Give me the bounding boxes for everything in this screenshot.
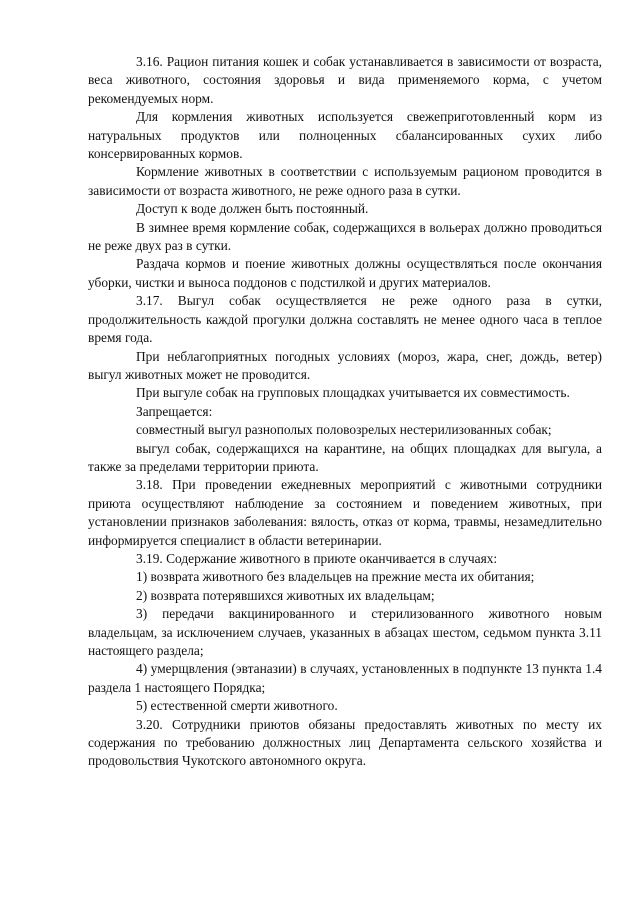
paragraph-3-16: 3.16. Рацион питания кошек и собак устанавливается в зависимости от возраста, веса животного, состояния здоровья и вида применяемого корма, с учетом рекомендуемых норм. — [88, 54, 602, 106]
paragraph-prohibited-item-1: совместный выгул разнополых половозрелых нестерилизованных собак; — [136, 422, 552, 438]
paragraph-feeding-frequency: Кормление животных в соответствии с используемым рационом проводится в зависимости от возраста животного, не реже одного раза в сутки. — [88, 164, 602, 198]
document-page — [88, 53, 602, 771]
paragraph-bad-weather: При неблагоприятных погодных условиях (мороз, жара, снег, дождь, ветер) выгул животных может не проводится. — [88, 348, 602, 382]
paragraph-3-17: 3.17. Выгул собак осуществляется не реже одного раза в сутки, продолжительность каждой прогулки должна составлять не менее одного часа в теплое время года. — [88, 293, 602, 346]
paragraph-prohibited-item-2: выгул собак, содержащихся на карантине, на общих площадках для выгула, а также за пределами территории приюта. — [88, 440, 602, 474]
paragraph-winter-feeding: В зимнее время кормление собак, содержащихся в вольерах должно проводиться не реже двух раз в сутки. — [88, 219, 602, 254]
paragraph-3-19: 3.19. Содержание животного в приюте оканчивается в случаях: — [136, 550, 498, 566]
list-item-2: 2) возврата потерявшихся животных их владельцам; — [136, 587, 435, 603]
paragraph-feed-distribution: Раздача кормов и поение животных должны осуществляться после окончания уборки, чистки и выноса поддонов с подстилкой и других материалов. — [88, 256, 602, 290]
list-item-5: 5) естественной смерти животного. — [136, 698, 338, 714]
list-item-1: 1) возврата животного без владельцев на прежние места их обитания; — [136, 569, 535, 585]
paragraph-water-access: Доступ к воде должен быть постоянный. — [136, 201, 369, 217]
paragraph-feed-source: Для кормления животных используется свежеприготовленный корм из натуральных продуктов или полноценных сбалансированных сухих либо консервированных кормов. — [88, 109, 602, 162]
paragraph-3-20: 3.20. Сотрудники приютов обязаны предоставлять животных по месту их содержания по требованию должностных лиц Департамента сельского хозяйства и продовольствия Чукотского автономного округа. — [88, 716, 602, 769]
list-item-3: 3) передачи вакцинированного и стерилизованного животного новым владельцам, за исключением случаев, указанных в абзацах шестом, седьмом пункта 3.11 настоящего раздела; — [88, 606, 602, 658]
paragraph-prohibited: Запрещается: — [136, 403, 213, 419]
paragraph-3-18: 3.18. При проведении ежедневных мероприятий с животными сотрудники приюта осуществляют наблюдение за состоянием и поведением животных, при установлении признаков заболевания: вялость, отказ от корма, травмы, незамедлительно информируется специалист в области ветеринарии. — [88, 477, 602, 548]
list-item-4: 4) умерщвления (эвтаназии) в случаях, установленных в подпункте 13 пункта 1.4 раздела 1 настоящего Порядка; — [88, 661, 602, 695]
paragraph-group-walking: При выгуле собак на групповых площадках учитывается их совместимость. — [136, 385, 570, 401]
